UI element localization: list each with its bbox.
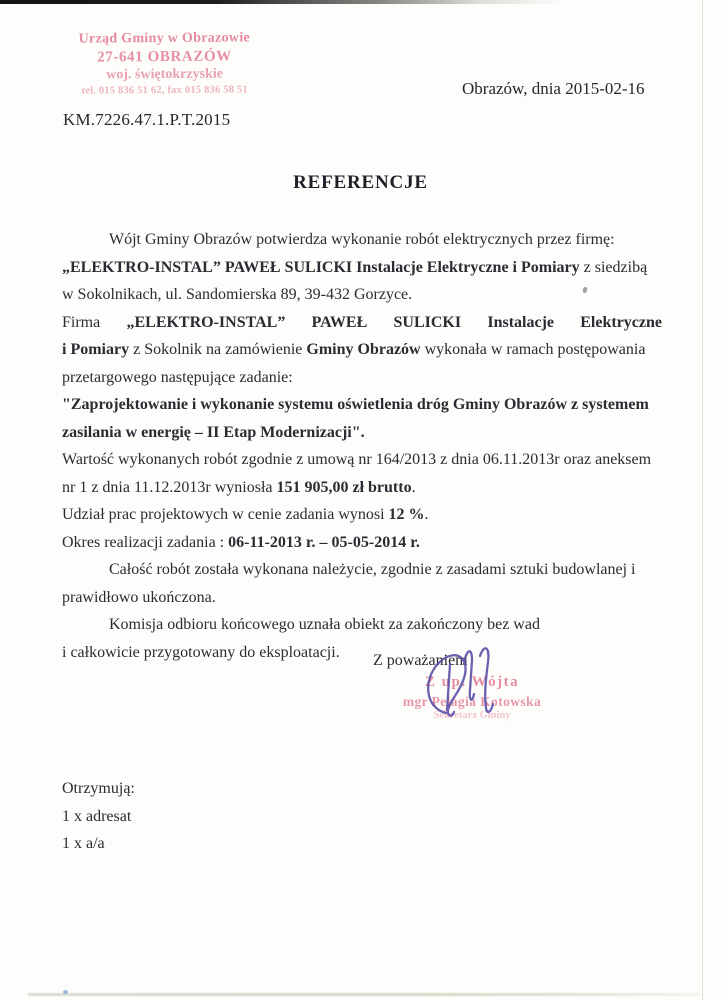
office-stamp: [52, 29, 277, 97]
distribution-heading: Otrzymują:: [62, 780, 135, 797]
text-line: Całość robót została wykonana należycie, zgodnie z zasadami sztuki budowlanej i: [109, 561, 636, 578]
text-line: prawidłowo ukończona.: [62, 588, 216, 606]
text-line: nr 1 z dnia 11.12.2013r wyniosła 151 905,00 zł brutto.: [62, 478, 416, 496]
scan-artifact-right-edge: [702, 0, 703, 1000]
distribution-item: 1 x adresat: [62, 807, 132, 825]
text-line: Wójt Gminy Obrazów potwierdza wykonanie robót elektrycznych przez firmę:: [109, 231, 615, 248]
stamp-on-behalf-of: Z up. Wójta: [424, 674, 520, 690]
distribution-item: 1 x a/a: [62, 835, 105, 852]
stamp-postal-city: 27-641 OBRAZÓW: [97, 48, 232, 65]
stamp-office-name: Urząd Gminy w Obrazowie: [78, 30, 251, 47]
text-line: "Zaprojektowanie i wykonanie systemu oświetlenia dróg Gminy Obrazów z systemem: [62, 396, 649, 413]
document-title: REFERENCJE: [293, 172, 428, 193]
distribution-list: [62, 775, 135, 858]
scan-artifact-top-edge: [0, 0, 565, 4]
text-line: i całkowicie przygotowany do eksploatacji.: [62, 643, 340, 661]
scan-artifact-bottom-edge: [28, 993, 699, 996]
text-line: „ELEKTRO-INSTAL” PAWEŁ SULICKI Instalacje Elektryczne i Pomiary z siedzibą: [62, 258, 648, 276]
text-line: w Sokolnikach, ul. Sandomierska 89, 39-432 Gorzyce.: [62, 286, 413, 303]
stamp-signer-title: Sekretarz Gminy: [433, 709, 511, 721]
reference-number: KM.7226.47.1.P.T.2015: [63, 110, 231, 129]
text-line: zasilania w energię – II Etap Modernizacji".: [62, 423, 365, 441]
text-line: Udział prac projektowych w cenie zadania wynosi 12 %.: [62, 506, 429, 523]
stamp-signer-name: mgr Pelagia Kotowska: [402, 694, 542, 710]
text-line: Komisja odbioru końcowego uznała obiekt za zakończony bez wad: [109, 616, 540, 633]
place-and-date: Obrazów, dnia 2015-02-16: [462, 79, 645, 98]
text-line: przetargowego następujące zadanie:: [62, 368, 293, 386]
handwritten-signature: [416, 638, 511, 723]
stamp-voivodeship: woj. świętokrzyskie: [106, 66, 223, 83]
text-line: i Pomiary z Sokolnik na zamówienie Gminy Obrazów wykonała w ramach postępowania: [62, 341, 646, 358]
closing-salutation: Z poważaniem: [373, 652, 468, 669]
text-line: Okres realizacji zadania : 06-11-2013 r. – 05-05-2014 r.: [62, 533, 420, 551]
text-line: Wartość wykonanych robót zgodnie z umową nr 164/2013 z dnia 06.11.2013r oraz aneksem: [62, 451, 652, 468]
scan-speck: [63, 990, 68, 994]
document-body: [62, 226, 662, 666]
text-line: Firma „ELEKTRO-INSTAL” PAWEŁ SULICKI Instalacje Elektryczne: [62, 313, 663, 331]
stamp-phone-fax: tel. 015 836 51 62, fax 015 836 58 51: [81, 84, 248, 97]
